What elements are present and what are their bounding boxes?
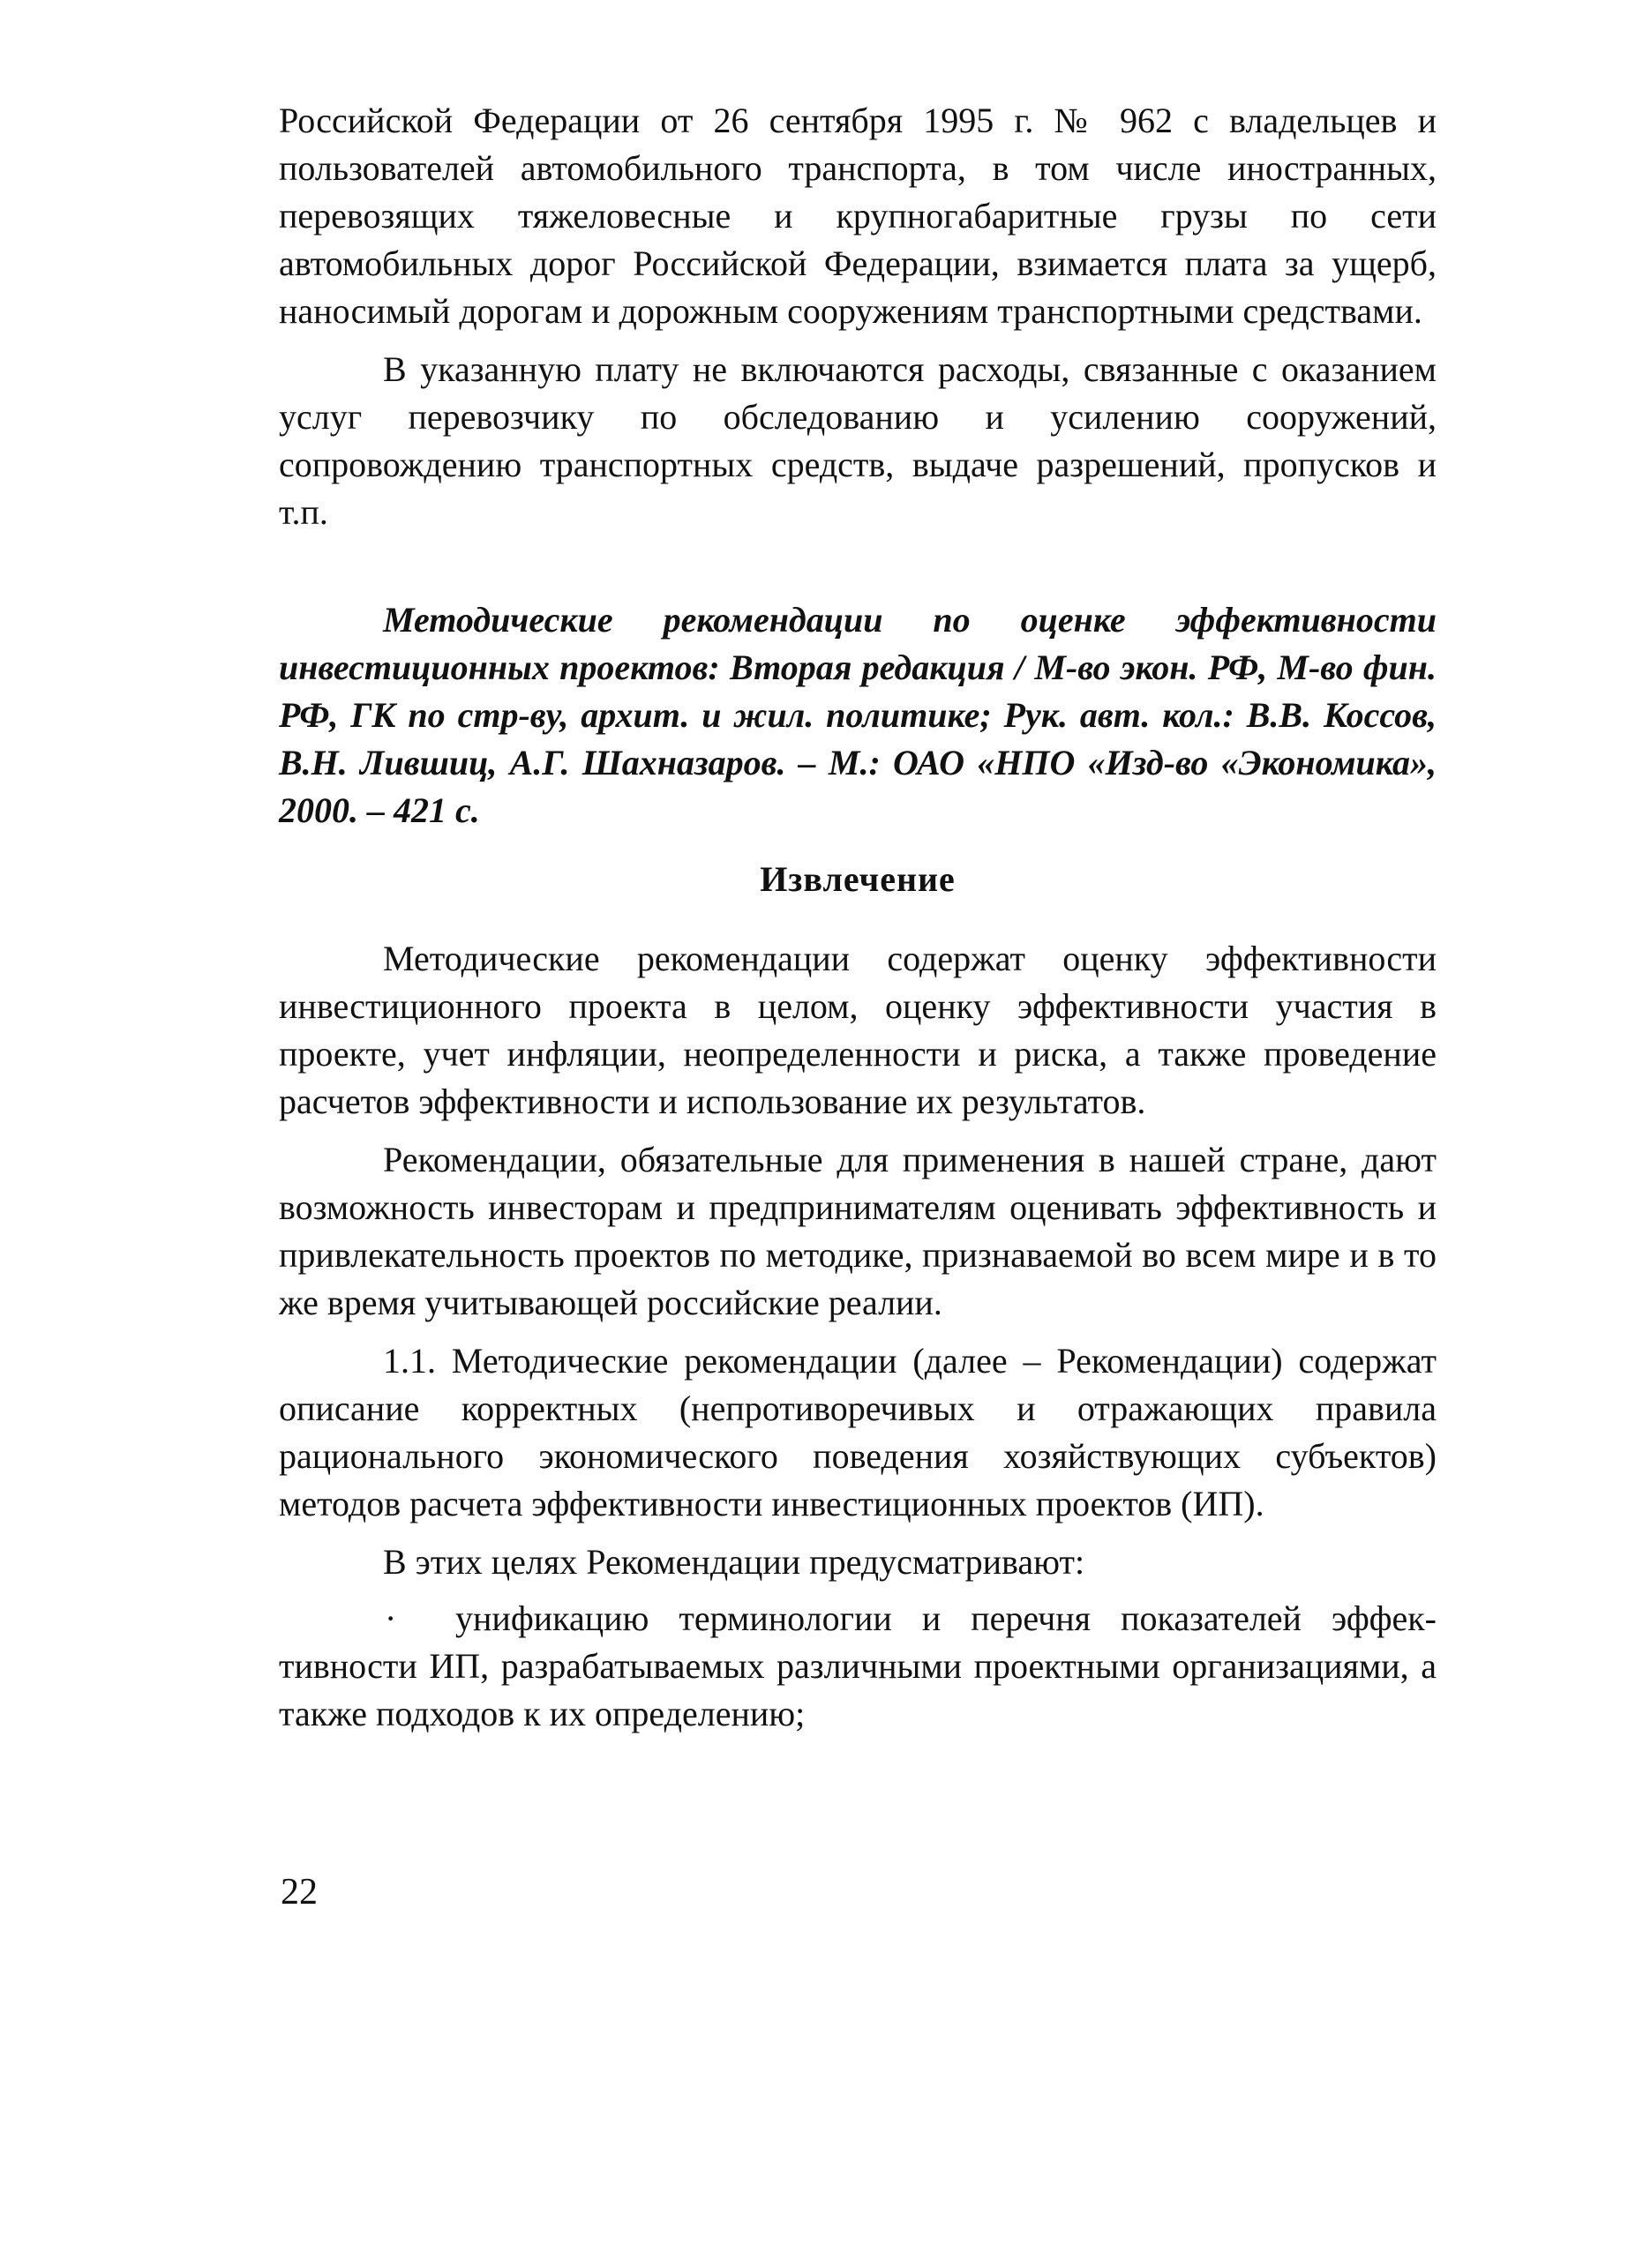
list-item (279, 1595, 1437, 1738)
paragraph-goals-intro: В этих целях Рекомендации предусматривают: (383, 1542, 1085, 1582)
citation-reference: Методические рекомендации по оценке эффективности инвестиционных проектов: Вторая редакция / М-во экон. РФ, М-во фин. РФ, ГК по стр-ву, архит. и жил. политике; Рук. авт. кол.: В.В. Коссов, В.Н. Лившиц, А.Г. Шахназаров. – М.: ОАО «НПО «Изд-во «Экономика», 2000. – 421 с. (279, 600, 1437, 830)
paragraph-contents-summary: Методические рекомендации содержат оценку эффективности инвестиционного проекта в целом, оценку эффективности участия в проекте, учет инфляции, неопределенности и риска, а также проведение расчетов эффективности и использование их результатов. (279, 939, 1437, 1121)
paragraph-continuation: Российской Федерации от 26 сентября 1995 г. № 962 с владельцев и пользователей автомобильного транспорта, в том числе иностранных, перевозящих тяжеловесные и крупногабаритные грузы по сети автомобильных дорог Российской Федерации, взимается плата за ущерб, наносимый дорогам и дорожным сооружениям транспортными средствами. (279, 101, 1437, 331)
paragraph-recommendations-purpose: Рекомендации, обязательные для применения в нашей стране, дают возможность инвесторам и предпринимателям оценивать эффективность и привлекательность проектов по методике, признаваемой во всем мире и в то же время учитывающей российские реалии. (279, 1140, 1437, 1322)
section-heading: Извлечение (760, 859, 956, 899)
paragraph-section-1-1: 1.1. Методические рекомендации (далее – Рекомендации) содержат описание корректных (непротиворечивых и отражающих правила рационального экономического поведения хозяйствующих субъектов) методов расчета эффективности инвестиционных проектов (ИП). (279, 1341, 1437, 1523)
paragraph-fee-exclusions: В указанную плату не включаются расходы, связанные с оказанием услуг перевозчику по обследованию и усилению сооружений, сопровождению транспортных средств, выдаче разрешений, пропусков и т.п. (279, 349, 1437, 532)
bullet-icon: · (385, 1598, 397, 1638)
document-page (279, 97, 1437, 1738)
list-item-text: унификацию терминологии и перечня показателей эффективности ИП, разрабатываемых различными проектными организациями, а также подходов к их определению; (279, 1598, 1437, 1733)
page-number: 22 (281, 1872, 318, 1912)
